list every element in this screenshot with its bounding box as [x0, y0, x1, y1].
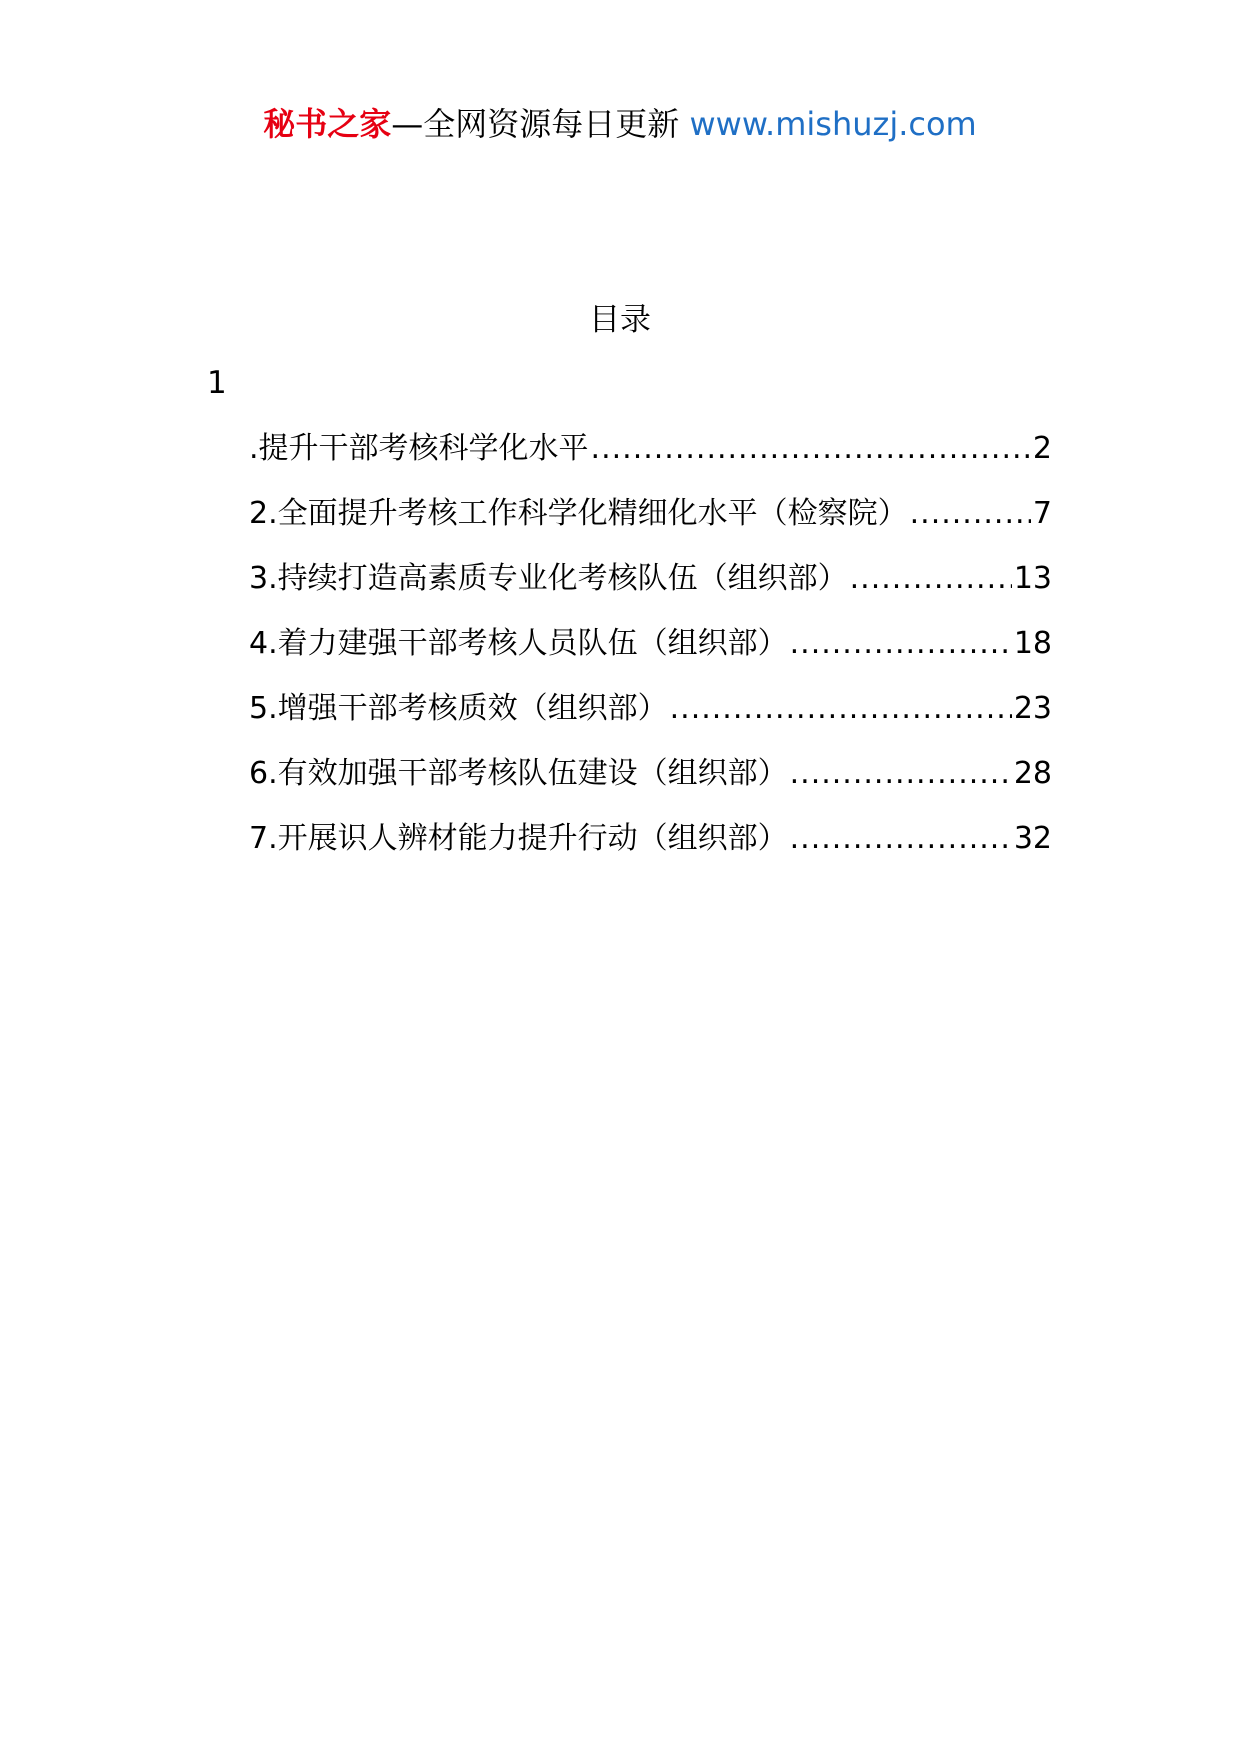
toc-entry-page: 18	[1013, 626, 1052, 661]
toc-entry-page: 23	[1013, 691, 1052, 726]
toc-entry[interactable]	[249, 687, 1052, 752]
toc-entry[interactable]	[249, 622, 1052, 687]
toc-entry-title: 2.全面提升考核工作科学化精细化水平（检察院）	[249, 496, 908, 531]
toc-dot-leader	[790, 622, 1012, 666]
toc-dot-leader	[591, 427, 1031, 471]
site-header	[0, 100, 1240, 148]
site-brand: 秘书之家	[263, 105, 392, 143]
toc-entry[interactable]	[249, 557, 1052, 622]
toc-entry-title: 6.有效加强干部考核队伍建设（组织部）	[249, 756, 788, 791]
toc-entry-title: .提升干部考核科学化水平	[249, 431, 589, 466]
site-url-link[interactable]: www.mishuzj.com	[689, 105, 977, 143]
toc-entry[interactable]	[249, 817, 1052, 882]
toc-dot-leader	[670, 687, 1012, 731]
toc-entry[interactable]	[249, 492, 1052, 557]
site-tagline: —全网资源每日更新	[391, 105, 680, 143]
toc-list	[249, 427, 1052, 882]
toc-dot-leader	[850, 557, 1012, 601]
toc-title: 目录	[589, 302, 651, 338]
toc-dot-leader	[910, 492, 1031, 536]
toc-entry-page: 2	[1032, 431, 1052, 466]
toc-dot-leader	[790, 752, 1012, 796]
toc-entry-page: 13	[1013, 561, 1052, 596]
toc-entry-page: 32	[1013, 821, 1052, 856]
toc-section-number: 1	[207, 365, 227, 401]
toc-dot-leader	[790, 817, 1012, 861]
toc-entry-title: 5.增强干部考核质效（组织部）	[249, 691, 668, 726]
toc-entry[interactable]	[249, 752, 1052, 817]
toc-entry-page: 7	[1032, 496, 1052, 531]
toc-entry-title: 7.开展识人辨材能力提升行动（组织部）	[249, 821, 788, 856]
toc-entry-title: 4.着力建强干部考核人员队伍（组织部）	[249, 626, 788, 661]
toc-entry[interactable]	[249, 427, 1052, 492]
toc-entry-title: 3.持续打造高素质专业化考核队伍（组织部）	[249, 561, 848, 596]
toc-entry-page: 28	[1013, 756, 1052, 791]
